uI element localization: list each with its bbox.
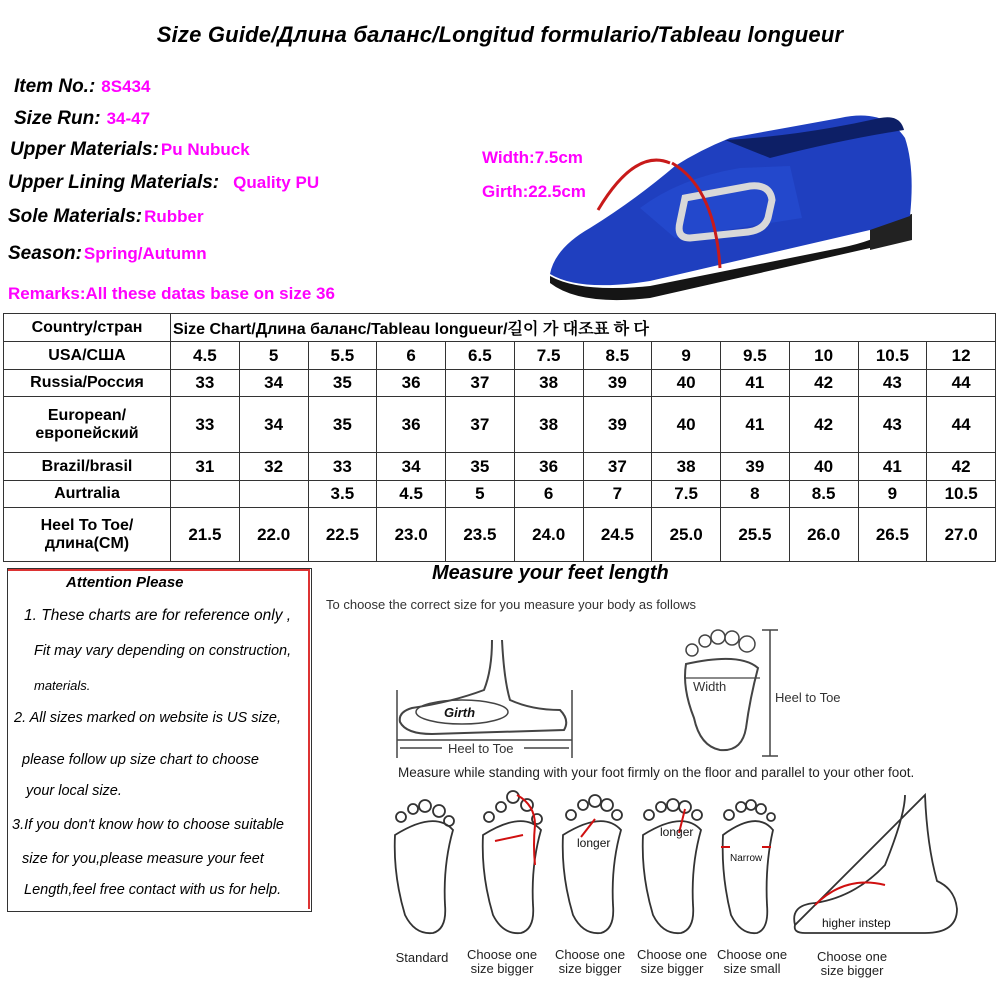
table-cell: 40 [652,397,721,453]
table-cell: 22.5 [308,508,377,562]
table-cell: 3.5 [308,481,377,508]
upper-materials-value: Pu Nubuck [160,140,250,159]
foot-caption-5: Choose one size small [716,947,788,976]
item-number [14,76,150,98]
table-cell: 35 [308,397,377,453]
measure-subtitle: To choose the correct size for you measure your body as follows [326,597,696,612]
attention-title: Attention Please [66,574,184,591]
attention-line-2: Fit may vary depending on construction, [34,643,292,659]
table-cell: 43 [858,397,927,453]
table-cell: 25.5 [721,508,790,562]
table-row [4,508,996,562]
table-cell: 40 [789,453,858,481]
table-cell: 42 [789,397,858,453]
sole-materials [8,206,204,228]
item-number-value: 8S434 [101,77,151,96]
table-cell: 12 [927,342,996,370]
foot-caption-1: Standard [395,950,449,965]
table-cell: 33 [171,397,240,453]
table-cell: 6 [377,342,446,370]
upper-materials [10,139,250,161]
table-cell: 7.5 [652,481,721,508]
shoe-width: Width:7.5cm [482,148,583,167]
table-cell: 10.5 [927,481,996,508]
measure-note: Measure while standing with your foot firmly on the floor and parallel to your other foot. [398,765,915,780]
table-cell: 31 [171,453,240,481]
row-label: European/европейский [4,397,171,453]
table-cell: 5.5 [308,342,377,370]
longer-label-1: longer [577,836,611,850]
table-cell: 23.0 [377,508,446,562]
table-cell: 27.0 [927,508,996,562]
table-cell: 8.5 [789,481,858,508]
page-title: Size Guide/Длина баланс/Longitud formulario/Tableau longueur [156,22,844,47]
sole-materials-value: Rubber [144,207,204,226]
table-cell: 39 [583,370,652,397]
narrow-label: Narrow [730,853,763,864]
width-label: Width [693,679,727,694]
table-cell: 24.5 [583,508,652,562]
table-header-row [4,314,996,342]
foot-caption-3: Choose one size bigger [554,947,626,976]
row-label: USA/США [4,342,171,370]
table-cell: 25.0 [652,508,721,562]
row-label: Russia/Россия [4,370,171,397]
girth-label: Girth [444,705,476,720]
table-cell: 38 [652,453,721,481]
table-cell: 8.5 [583,342,652,370]
size-run-label: Size Run: [14,108,101,129]
attention-line-1: 1. These charts are for reference only , [24,607,292,624]
table-cell: 26.0 [789,508,858,562]
table-cell: 22.0 [239,508,308,562]
table-cell: 41 [858,453,927,481]
table-cell: 6.5 [446,342,515,370]
table-cell: 10.5 [858,342,927,370]
table-cell: 4.5 [171,342,240,370]
attention-line-4: 2. All sizes marked on website is US size, [14,710,282,726]
table-cell: 24.0 [514,508,583,562]
attention-line-9: Length,feel free contact with us for help. [24,882,282,898]
foot-caption-6: Choose one size bigger [816,949,888,978]
heel-to-toe-label: Heel to Toe [448,741,514,756]
size-chart-table [3,313,996,562]
table-cell: 32 [239,453,308,481]
table-cell: 9 [652,342,721,370]
lining-materials-value: Quality PU [233,173,320,192]
attention-line-3: materials. [34,678,91,693]
table-row [4,342,996,370]
lining-materials-label: Upper Lining Materials: [8,172,220,193]
attention-line-5: please follow up size chart to choose [22,752,259,768]
table-cell: 36 [377,397,446,453]
table-cell: 39 [583,397,652,453]
foot-caption-2: Choose one size bigger [466,947,538,976]
table-cell: 8 [721,481,790,508]
table-cell: 38 [514,397,583,453]
shoe-girth: Girth:22.5cm [482,182,586,201]
table-cell: 42 [789,370,858,397]
table-cell: 33 [171,370,240,397]
table-cell: 40 [652,370,721,397]
item-number-label: Item No.: [14,76,96,97]
table-cell: 5 [239,342,308,370]
table-cell: 34 [239,370,308,397]
table-row [4,481,996,508]
measure-title: Measure your feet length [432,562,669,584]
row-label: Brazil/brasil [4,453,171,481]
table-row [4,397,996,453]
table-cell: 42 [927,453,996,481]
table-cell: 34 [377,453,446,481]
row-label: Heel To Toe/длина(CM) [4,508,171,562]
table-row [4,453,996,481]
table-cell: 35 [308,370,377,397]
row-label: Aurtralia [4,481,171,508]
season-label: Season: [8,243,82,264]
table-cell: 6 [514,481,583,508]
attention-line-7: 3.If you don't know how to choose suitable [12,817,284,833]
attention-top-border [8,569,310,571]
table-cell: 9.5 [721,342,790,370]
table-cell: 41 [721,397,790,453]
table-cell [171,481,240,508]
instep-label: higher instep [822,916,891,930]
season-value: Spring/Autumn [83,244,207,263]
table-cell: 35 [446,453,515,481]
table-cell: 36 [514,453,583,481]
table-cell: 37 [446,397,515,453]
table-cell: 44 [927,370,996,397]
table-row [4,370,996,397]
header-size-chart: Size Chart/Длина баланс/Tableau longueur/길이 가 대조표 하 다 [171,314,996,342]
table-cell [239,481,308,508]
table-cell: 39 [721,453,790,481]
shoe-image [540,78,1000,303]
upper-materials-label: Upper Materials: [10,139,159,160]
table-cell: 38 [514,370,583,397]
attention-line-6: your local size. [26,783,122,799]
table-cell: 36 [377,370,446,397]
size-run [14,108,150,130]
table-cell: 5 [446,481,515,508]
top-foot-diagram [680,628,780,763]
table-cell: 10 [789,342,858,370]
table-cell: 43 [858,370,927,397]
table-cell: 44 [927,397,996,453]
heel-to-toe-label-2: Heel to Toe [775,690,841,705]
size-run-value: 34-47 [106,109,151,128]
table-cell: 21.5 [171,508,240,562]
table-cell: 7.5 [514,342,583,370]
table-cell: 37 [446,370,515,397]
remarks: Remarks:All these datas base on size 36 [8,284,335,303]
table-cell: 41 [721,370,790,397]
table-cell: 4.5 [377,481,446,508]
attention-line-8: size for you,please measure your feet [22,851,264,867]
table-cell: 26.5 [858,508,927,562]
header-country: Country/стран [4,314,171,342]
table-cell: 37 [583,453,652,481]
season [8,243,207,265]
table-cell: 7 [583,481,652,508]
longer-label-2: longer [660,825,694,839]
table-cell: 9 [858,481,927,508]
foot-caption-4: Choose one size bigger [636,947,708,976]
lining-materials [8,172,319,194]
attention-right-border [308,569,310,909]
table-cell: 33 [308,453,377,481]
sole-materials-label: Sole Materials: [8,206,143,227]
table-cell: 23.5 [446,508,515,562]
table-cell: 34 [239,397,308,453]
